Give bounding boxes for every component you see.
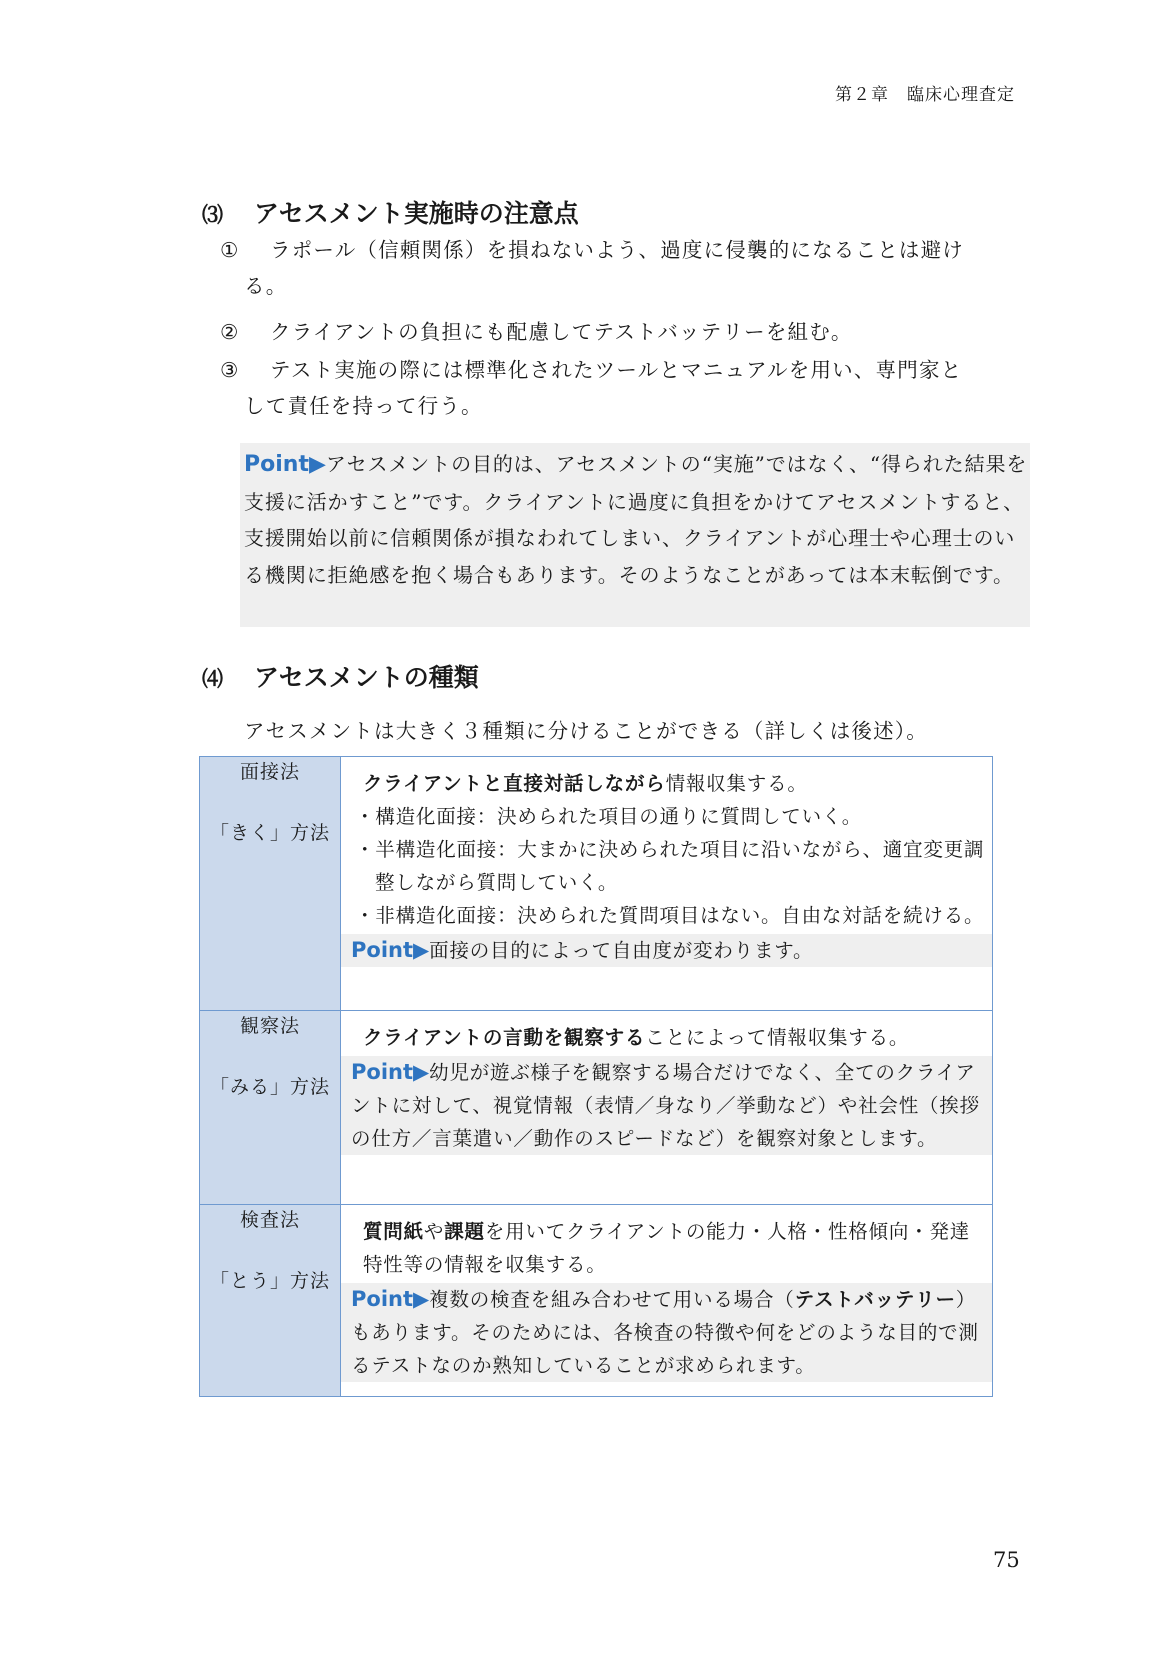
description-cell: [341, 1205, 993, 1397]
section-4-title: アセスメントの種類: [254, 663, 479, 692]
item-text: ラポール（信頼関係）を損ねないよう、過度に侵襲的になることは避け: [270, 238, 964, 262]
lead-emphasis: 質問紙: [363, 1220, 424, 1243]
lead-text: 情報収集する。: [665, 772, 808, 795]
lead-emphasis: クライアントと直接対話しながら: [363, 772, 666, 795]
point-label: Point▶: [351, 1060, 430, 1084]
description-lead: [341, 757, 992, 800]
point-text: 幼児が遊ぶ様子を観察する場合だけでなく、全てのクライアントに対して、視覚情報（表情／身なり／挙動など）や社会性（挨拶の仕方／言葉遣い／動作のスピードなど）を観察対象とします。: [351, 1061, 980, 1150]
category-cell: [200, 757, 341, 1011]
category-name: 検査法: [239, 1209, 300, 1231]
lead-emphasis: クライアントの言動を観察する: [363, 1026, 646, 1049]
point-note: [341, 934, 992, 967]
point-text: アセスメントの目的は、アセスメントの“実施”ではなく、“得られた結果を支援に活かすこと”です。クライアントに過度に負担をかけてアセスメントすると、支援開始以前に信頼関係が損なわれてしまい、クライアントが心理士や心理士のいる機関に拒絶感を抱く場合もあります。そのようなことがあっては本末転倒です。: [244, 452, 1028, 587]
item-text-continued: して責任を持って行う。: [244, 394, 483, 418]
category-name: 観察法: [239, 1015, 300, 1037]
caution-item-3: [220, 352, 1028, 424]
item-text-continued: る。: [244, 274, 288, 298]
point-note: [244, 446, 1028, 593]
assessment-types-table: [199, 756, 993, 1397]
point-label: Point▶: [244, 452, 326, 477]
category-cell: [200, 1011, 341, 1205]
table-row: [200, 1205, 993, 1397]
point-text: 複数の検査を組み合わせて用いる場合（: [429, 1288, 795, 1311]
lead-text: や: [423, 1220, 445, 1243]
section-3-title: アセスメント実施時の注意点: [254, 199, 579, 228]
category-subtitle: 「とう」方法: [209, 1270, 330, 1292]
list-item: ・半構造化面接：大まかに決められた項目に沿いながら、適宜変更調整しながら質問していく。: [355, 838, 985, 894]
item-marker: ①: [220, 238, 240, 262]
item-marker: ②: [220, 320, 240, 344]
description-lead: [341, 1205, 992, 1281]
list-item: ・非構造化面接：決められた質問項目はない。自由な対話を続ける。: [355, 904, 985, 927]
running-head: 第２章 臨床心理査定: [835, 85, 1015, 105]
section-3-number: ⑶: [202, 203, 223, 227]
category-name: 面接法: [239, 761, 300, 783]
point-note: [341, 1056, 992, 1155]
point-emphasis: テストバッテリー: [794, 1288, 956, 1311]
point-label: Point▶: [351, 1287, 430, 1311]
page-number: 75: [993, 1548, 1020, 1572]
item-marker: ③: [220, 358, 240, 382]
caution-item-2: [220, 314, 1028, 350]
lead-emphasis: 課題: [444, 1220, 485, 1243]
table-row: [200, 1011, 993, 1205]
lead-text: を用いてクライアントの能力・人格・性格傾向・発達特性等の情報を収集する。: [363, 1220, 971, 1276]
description-lead: [341, 1011, 992, 1054]
description-cell: [341, 757, 993, 1011]
item-text: クライアントの負担にも配慮してテストバッテリーを組む。: [270, 320, 853, 344]
category-subtitle: 「みる」方法: [209, 1076, 330, 1098]
section-3-heading: [202, 194, 579, 230]
point-note: [341, 1283, 992, 1382]
caution-item-1: [220, 232, 1028, 304]
point-label: Point▶: [351, 938, 430, 962]
category-cell: [200, 1205, 341, 1397]
section-4-heading: [202, 658, 479, 694]
table-row: [200, 757, 993, 1011]
section-4-number: ⑷: [202, 667, 223, 691]
description-cell: [341, 1011, 993, 1205]
section-4-intro: アセスメントは大きく３種類に分けることができる（詳しくは後述）。: [244, 719, 928, 743]
point-text: ）もあります。そのためには、各検査の特徴や何をどのような目的で測るテストなのか熟知していることが求められます。: [351, 1288, 979, 1377]
lead-text: ことによって情報収集する。: [645, 1026, 910, 1049]
item-text: テスト実施の際には標準化されたツールとマニュアルを用い、専門家と: [270, 358, 963, 382]
list-item: ・構造化面接：決められた項目の通りに質問していく。: [355, 805, 863, 828]
point-text: 面接の目的によって自由度が変わります。: [429, 939, 814, 962]
category-subtitle: 「きく」方法: [209, 822, 330, 844]
